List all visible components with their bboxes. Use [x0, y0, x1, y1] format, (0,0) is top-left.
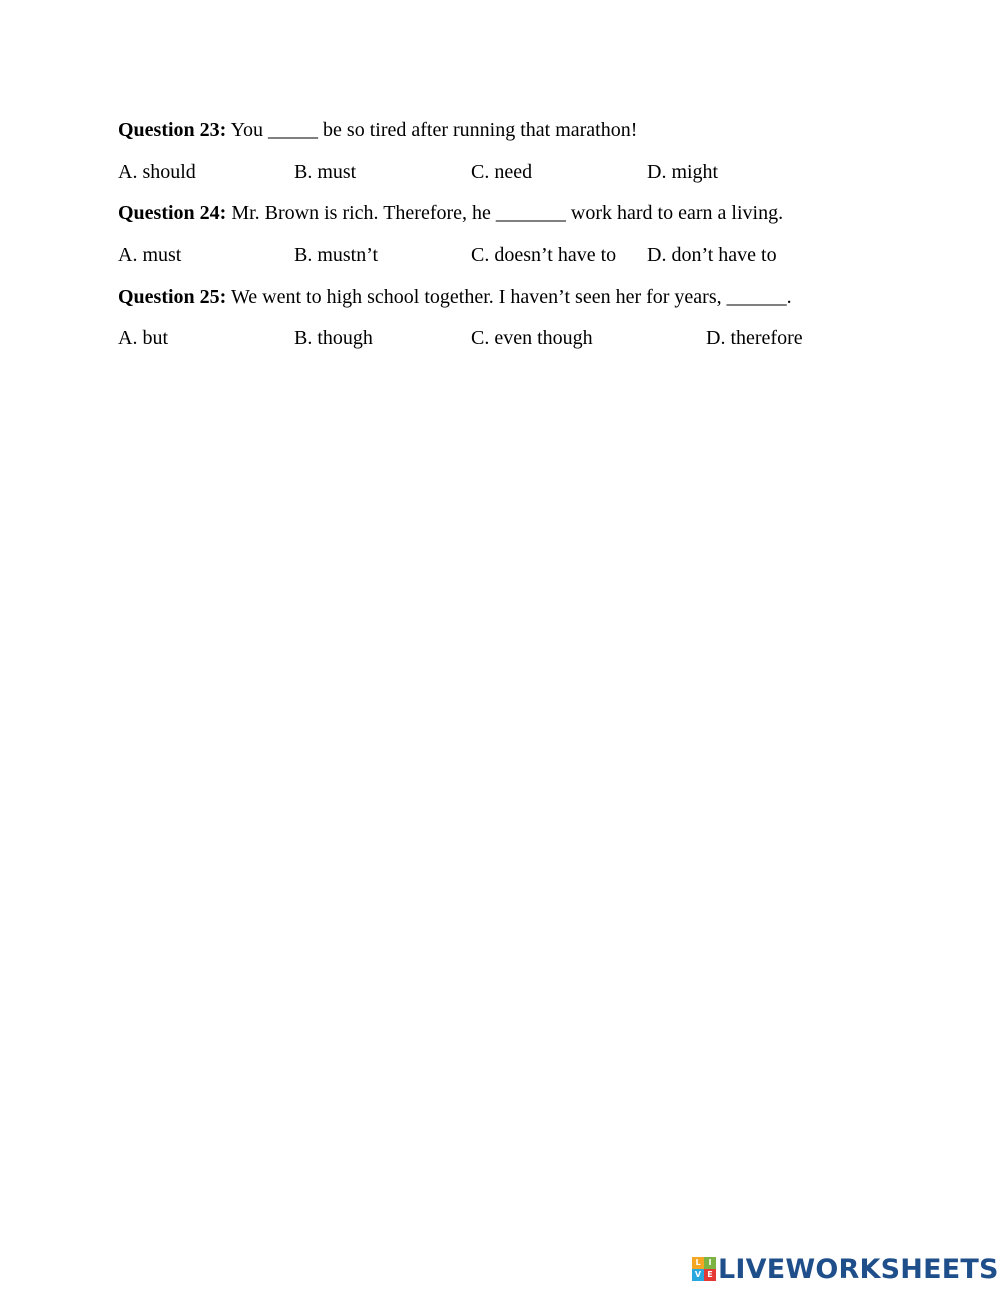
question-25-option-a: A. but	[118, 327, 168, 349]
live-block-v: V	[692, 1269, 704, 1281]
liveworksheets-logo	[692, 1252, 999, 1286]
question-25-text: We went to high school together. I haven’t seen her for years, ______.	[226, 286, 792, 308]
question-25-option-d: D. therefore	[706, 327, 803, 349]
live-block-e: E	[704, 1269, 716, 1281]
question-24-text: Mr. Brown is rich. Therefore, he _______ work hard to earn a living.	[226, 202, 784, 224]
question-23-option-d: D. might	[647, 161, 719, 183]
question-24-option-c: C. doesn’t have to	[471, 244, 617, 266]
question-25-option-b: B. though	[294, 327, 373, 349]
question-24-label: Question 24:	[118, 202, 227, 224]
question-24-option-b: B. mustn’t	[294, 244, 379, 266]
question-24-option-a: A. must	[118, 244, 182, 266]
question-24	[118, 201, 783, 225]
question-23-label: Question 23:	[118, 119, 227, 141]
logo-text: LIVEWORKSHEETS	[718, 1253, 999, 1285]
live-block-i: I	[704, 1257, 716, 1269]
question-25-option-c: C. even though	[471, 327, 593, 349]
question-23	[118, 118, 637, 142]
question-23-option-a: A. should	[118, 161, 196, 183]
question-24-option-d: D. don’t have to	[647, 244, 777, 266]
question-23-option-b: B. must	[294, 161, 357, 183]
question-25	[118, 285, 792, 309]
live-block-l: L	[692, 1257, 704, 1269]
question-23-text: You _____ be so tired after running that marathon!	[226, 119, 638, 141]
question-23-option-c: C. need	[471, 161, 533, 183]
question-25-label: Question 25:	[118, 286, 227, 308]
live-blocks-icon	[692, 1257, 716, 1281]
